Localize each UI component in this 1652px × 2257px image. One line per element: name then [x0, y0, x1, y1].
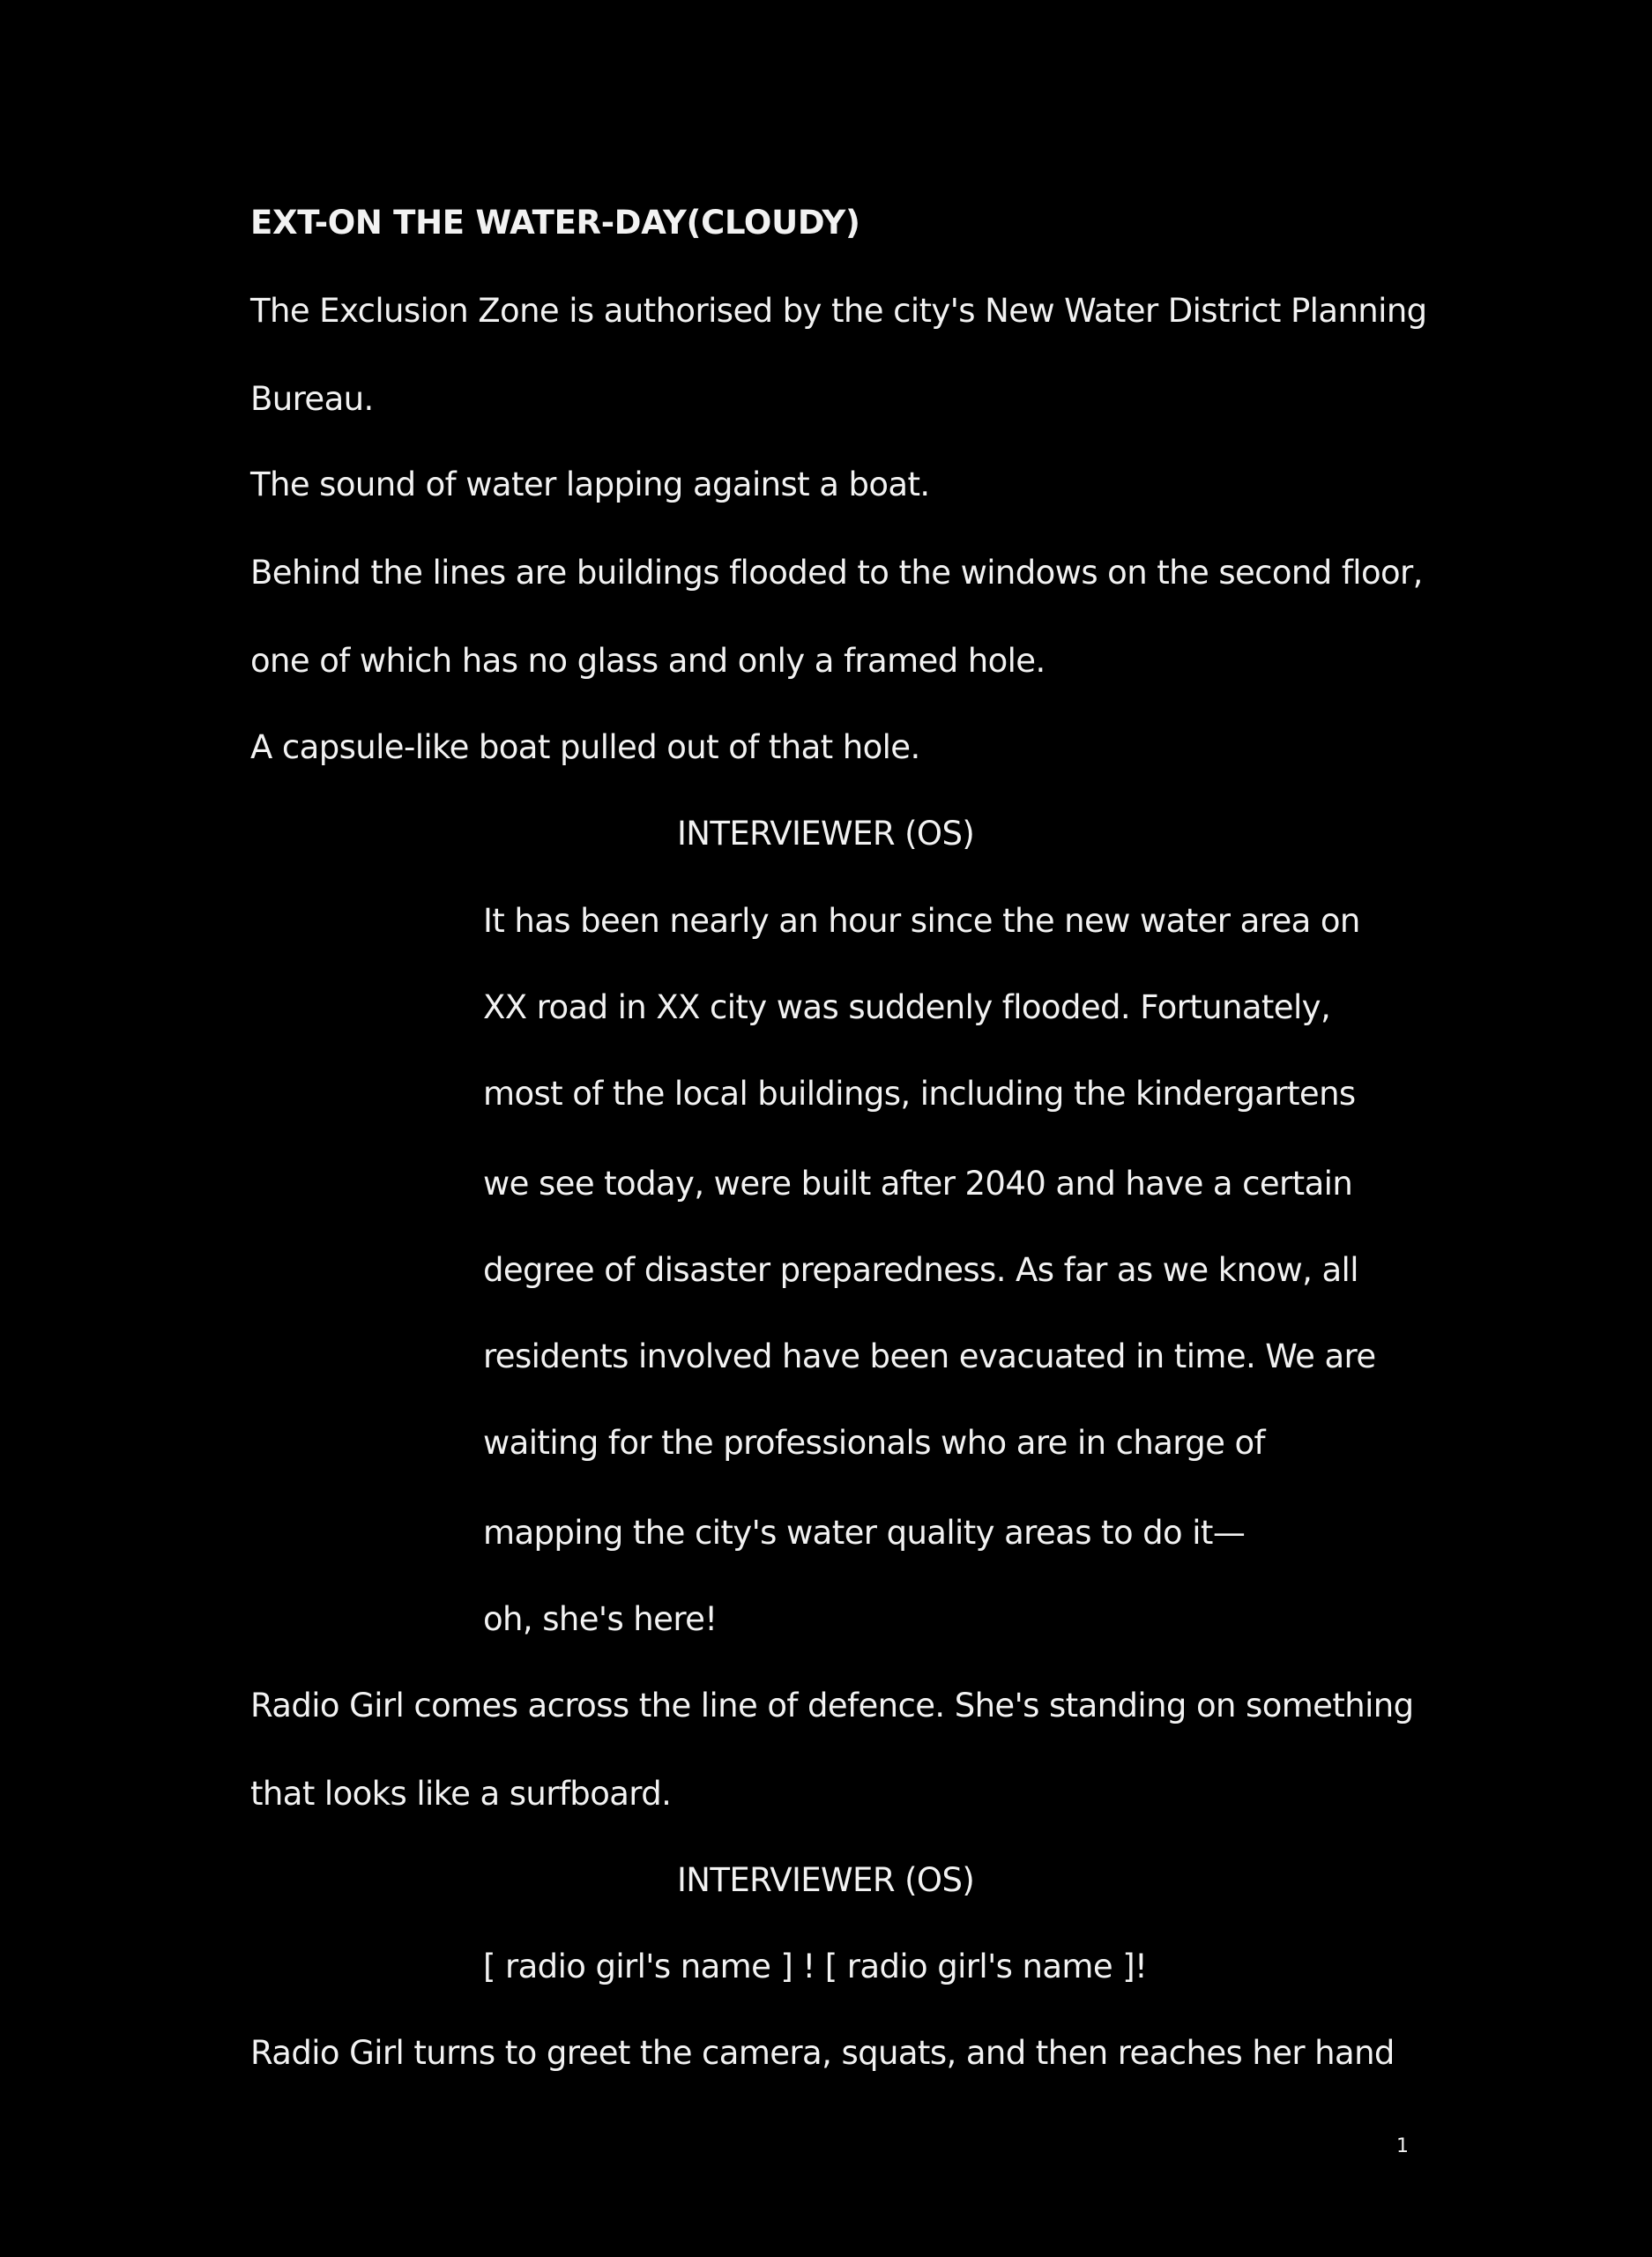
- action-line: The sound of water lapping against a boat.: [250, 466, 930, 503]
- page-number: 1: [1396, 2135, 1409, 2157]
- dialogue-line: mapping the city's water quality areas to do it—: [483, 1514, 1246, 1552]
- action-line: Bureau.: [250, 380, 374, 418]
- action-line: Radio Girl turns to greet the camera, squats, and then reaches her hand: [250, 2034, 1395, 2072]
- action-line: Radio Girl comes across the line of defence. She's standing on something: [250, 1687, 1414, 1724]
- dialogue-line: we see today, were built after 2040 and have a certain: [483, 1165, 1353, 1203]
- dialogue-line: oh, she's here!: [483, 1600, 718, 1638]
- action-line: Behind the lines are buildings flooded to the windows on the second floor,: [250, 554, 1423, 592]
- scene-heading: EXT-ON THE WATER-DAY(CLOUDY): [250, 204, 860, 242]
- character-cue: INTERVIEWER (OS): [677, 1861, 975, 1899]
- character-cue: INTERVIEWER (OS): [677, 815, 975, 853]
- dialogue-line: It has been nearly an hour since the new water area on: [483, 902, 1360, 940]
- action-line: The Exclusion Zone is authorised by the city's New Water District Planning: [250, 292, 1427, 330]
- dialogue-line: waiting for the professionals who are in charge of: [483, 1424, 1265, 1462]
- dialogue-line: degree of disaster preparedness. As far as we know, all: [483, 1251, 1358, 1289]
- dialogue-line: XX road in XX city was suddenly flooded. Fortunately,: [483, 988, 1331, 1026]
- dialogue-line: residents involved have been evacuated in time. We are: [483, 1337, 1376, 1375]
- dialogue-line: most of the local buildings, including the kindergartens: [483, 1075, 1356, 1113]
- action-line: one of which has no glass and only a framed hole.: [250, 642, 1046, 680]
- dialogue-line: [ radio girl's name ] ! [ radio girl's name ]!: [483, 1948, 1148, 1985]
- action-line: that looks like a surfboard.: [250, 1775, 672, 1813]
- action-line: A capsule-like boat pulled out of that hole.: [250, 728, 920, 766]
